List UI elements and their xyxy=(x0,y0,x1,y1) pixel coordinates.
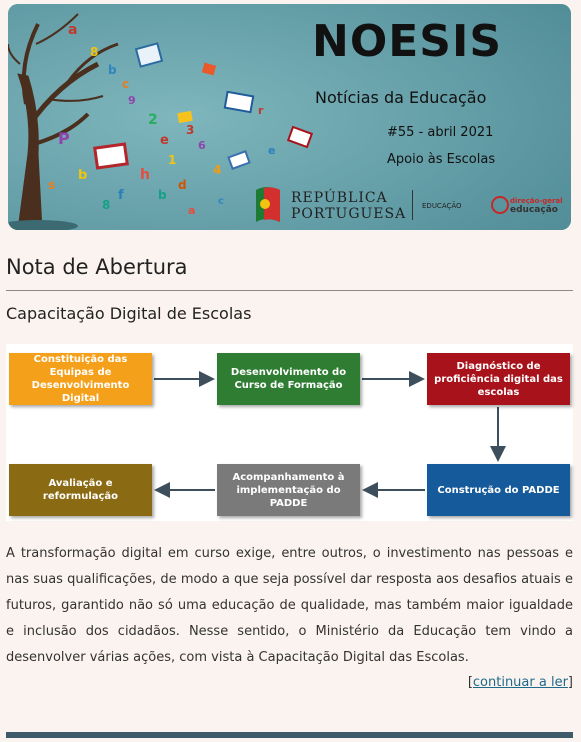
step-avaliacao: Avaliação e reformulação xyxy=(9,464,152,516)
bracket-open: [ xyxy=(467,675,473,690)
newsletter-banner xyxy=(8,4,571,230)
svg-text:9: 9 xyxy=(128,94,136,107)
svg-text:1: 1 xyxy=(168,153,177,167)
svg-text:4: 4 xyxy=(213,163,222,177)
svg-text:a: a xyxy=(188,204,196,217)
read-more-link[interactable]: continuar a ler xyxy=(472,675,568,690)
process-diagram xyxy=(6,344,573,521)
newsletter-subtitle: Notícias da Educação xyxy=(315,88,487,107)
svg-text:d: d xyxy=(178,178,187,192)
svg-text:s: s xyxy=(48,178,56,192)
step-equipas: Constituição das Equipas de Desenvolvimento Digital xyxy=(9,353,152,405)
portuguesa-label: PORTUGUESA xyxy=(291,206,407,222)
svg-text:f: f xyxy=(118,188,124,203)
svg-text:8: 8 xyxy=(90,45,99,59)
step-acompanhamento: Acompanhamento à implementação do PADDE xyxy=(217,464,360,516)
section-divider xyxy=(6,290,573,291)
republica-label: REPÚBLICA xyxy=(291,190,388,206)
article-body: A transformação digital em curso exige, entre outros, o investimento nas pessoas e nas suas qualificações, de modo a que seja possível dar resposta aos desafios atuais e futuros, garantido não só uma educação de qualidade, mas também maior igualdade e inclusão dos cidadãos. Nesse sentido, o Ministério da Educação tem vindo a desenvolver várias ações, com vista à Capacitação Digital das Escolas. xyxy=(6,546,573,665)
svg-text:e: e xyxy=(160,133,169,148)
read-more xyxy=(468,675,573,690)
svg-text:a: a xyxy=(68,22,78,38)
svg-text:6: 6 xyxy=(198,139,206,152)
section-title: Nota de Abertura xyxy=(6,255,188,279)
svg-text:b: b xyxy=(108,63,117,77)
newsletter-title: NOESIS xyxy=(312,16,503,67)
portugal-flag-icon xyxy=(256,187,280,222)
step-curso-formacao: Desenvolvimento do Curso de Formação xyxy=(217,353,360,405)
bracket-close: ] xyxy=(567,675,573,690)
svg-text:c: c xyxy=(218,196,224,207)
svg-text:h: h xyxy=(140,167,150,183)
footer-divider xyxy=(6,732,573,738)
svg-text:c: c xyxy=(122,77,130,91)
svg-text:P: P xyxy=(58,129,70,148)
svg-text:2: 2 xyxy=(148,112,158,128)
svg-text:8: 8 xyxy=(102,198,111,212)
article-title: Capacitação Digital de Escolas xyxy=(6,304,252,323)
step-construcao-padde: Construção do PADDE xyxy=(427,464,570,516)
dge-label-top: direção-geral xyxy=(510,197,563,205)
issue-number: #55 - abril 2021 xyxy=(387,125,494,140)
svg-text:b: b xyxy=(78,168,88,183)
svg-text:b: b xyxy=(158,188,167,202)
educacao-label: EDUCAÇÃO xyxy=(422,202,462,210)
dge-label-bottom: educação xyxy=(510,205,558,215)
svg-text:e: e xyxy=(268,144,276,157)
step-diagnostico: Diagnóstico de proficiência digital das escolas xyxy=(427,353,570,405)
issue-theme: Apoio às Escolas xyxy=(387,152,496,167)
svg-text:r: r xyxy=(258,104,264,117)
svg-text:3: 3 xyxy=(186,123,195,137)
